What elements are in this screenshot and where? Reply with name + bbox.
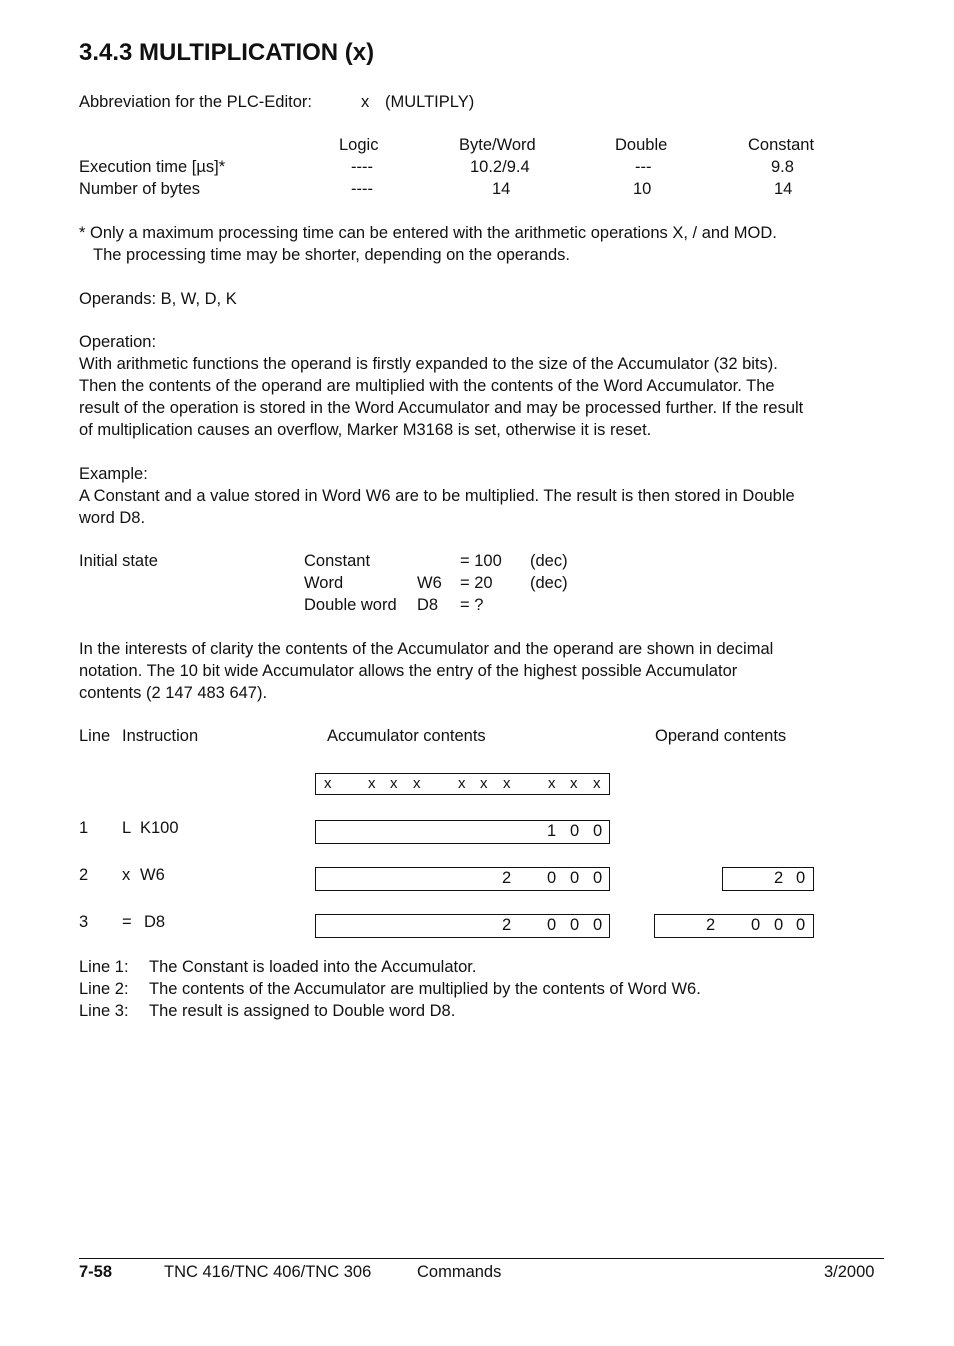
cell-bytes-logic: ---- bbox=[351, 180, 373, 198]
digit-placeholder: x bbox=[390, 775, 398, 792]
program-instruction-op: = bbox=[122, 913, 132, 931]
program-instruction-arg: D8 bbox=[144, 913, 166, 931]
initial-value: = 100 bbox=[460, 552, 502, 570]
explanation-label: Line 3: bbox=[79, 1002, 129, 1020]
section-heading: 3.4.3 MULTIPLICATION (x) bbox=[79, 39, 375, 66]
program-line-number: 1 bbox=[79, 819, 89, 837]
operand-digit: 2 bbox=[706, 916, 716, 934]
digit-placeholder: x bbox=[324, 775, 332, 792]
acc-digit: 2 bbox=[502, 916, 512, 934]
program-instruction-op: L bbox=[122, 819, 132, 837]
program-col-accumulator: Accumulator contents bbox=[327, 727, 486, 745]
initial-value: = 20 bbox=[460, 574, 493, 592]
acc-digit: 0 bbox=[570, 869, 580, 887]
clarity-line: contents (2 147 483 647). bbox=[79, 684, 268, 702]
acc-digit: 2 bbox=[502, 869, 512, 887]
operand-box bbox=[654, 914, 814, 938]
program-col-operand: Operand contents bbox=[655, 727, 787, 745]
footer-section: Commands bbox=[417, 1263, 502, 1281]
abbreviation-name: (MULTIPLY) bbox=[385, 93, 475, 111]
cell-bytes-double: 10 bbox=[633, 180, 652, 198]
footer-page-number: 7-58 bbox=[79, 1263, 113, 1281]
operation-title: Operation: bbox=[79, 333, 157, 351]
col-header-logic: Logic bbox=[339, 136, 379, 154]
clarity-line: notation. The 10 bit wide Accumulator allows the entry of the highest possible Accumulator bbox=[79, 662, 738, 680]
row-label-number-of-bytes: Number of bytes bbox=[79, 180, 201, 198]
explanation-text: The result is assigned to Double word D8. bbox=[149, 1002, 456, 1020]
digit-placeholder: x bbox=[458, 775, 466, 792]
acc-digit: 0 bbox=[570, 822, 580, 840]
explanation-text: The contents of the Accumulator are multiplied by the contents of Word W6. bbox=[149, 980, 701, 998]
program-line-number: 2 bbox=[79, 866, 89, 884]
footer-rule bbox=[79, 1258, 884, 1259]
program-col-instruction: Instruction bbox=[122, 727, 199, 745]
digit-placeholder: x bbox=[413, 775, 421, 792]
cell-bytes-constant: 14 bbox=[774, 180, 793, 198]
initial-operand: W6 bbox=[417, 574, 442, 592]
digit-placeholder: x bbox=[570, 775, 578, 792]
col-header-constant: Constant bbox=[748, 136, 815, 154]
example-line: A Constant and a value stored in Word W6 are to be multiplied. The result is then stored in Double bbox=[79, 487, 795, 505]
abbreviation-symbol: x bbox=[361, 93, 370, 111]
explanation-label: Line 1: bbox=[79, 958, 129, 976]
explanation-label: Line 2: bbox=[79, 980, 129, 998]
acc-digit: 0 bbox=[570, 916, 580, 934]
program-line-number: 3 bbox=[79, 913, 89, 931]
accumulator-box bbox=[315, 820, 610, 844]
operand-box bbox=[722, 867, 814, 891]
explanation-text: The Constant is loaded into the Accumulator. bbox=[149, 958, 477, 976]
acc-digit: 0 bbox=[547, 869, 557, 887]
operands-text: Operands: B, W, D, K bbox=[79, 290, 237, 308]
cell-exec-byte-word: 10.2/9.4 bbox=[470, 158, 530, 176]
digit-placeholder: x bbox=[548, 775, 556, 792]
abbreviation-label: Abbreviation for the PLC-Editor: bbox=[79, 93, 312, 111]
initial-unit: (dec) bbox=[530, 574, 568, 592]
initial-operand: D8 bbox=[417, 596, 439, 614]
acc-digit: 0 bbox=[593, 822, 603, 840]
digit-placeholder: x bbox=[368, 775, 376, 792]
operand-digit: 0 bbox=[774, 916, 784, 934]
program-instruction-op: x bbox=[122, 866, 131, 884]
col-header-double: Double bbox=[615, 136, 668, 154]
digit-placeholder: x bbox=[593, 775, 601, 792]
program-instruction-arg: W6 bbox=[140, 866, 165, 884]
digit-placeholder: x bbox=[480, 775, 488, 792]
initial-type: Constant bbox=[304, 552, 371, 570]
row-label-execution-time: Execution time [µs]* bbox=[79, 158, 226, 176]
acc-digit: 0 bbox=[593, 869, 603, 887]
accumulator-box bbox=[315, 914, 610, 938]
cell-exec-constant: 9.8 bbox=[771, 158, 794, 176]
program-col-line: Line bbox=[79, 727, 111, 745]
footer-model: TNC 416/TNC 406/TNC 306 bbox=[164, 1263, 372, 1281]
operation-line: With arithmetic functions the operand is firstly expanded to the size of the Accumulator (32 bits). bbox=[79, 355, 778, 373]
acc-digit: 0 bbox=[593, 916, 603, 934]
col-header-byte-word: Byte/Word bbox=[459, 136, 536, 154]
footnote-line-2: The processing time may be shorter, depending on the operands. bbox=[93, 246, 570, 264]
operand-digit: 0 bbox=[796, 916, 806, 934]
example-line: word D8. bbox=[79, 509, 146, 527]
accumulator-box bbox=[315, 867, 610, 891]
acc-digit: 0 bbox=[547, 916, 557, 934]
operation-line: of multiplication causes an overflow, Marker M3168 is set, otherwise it is reset. bbox=[79, 421, 652, 439]
operand-digit: 0 bbox=[751, 916, 761, 934]
operand-digit: 2 bbox=[774, 869, 784, 887]
initial-value: = ? bbox=[460, 596, 484, 614]
footnote-line-1: * Only a maximum processing time can be entered with the arithmetic operations X, / and MOD. bbox=[79, 224, 777, 242]
initial-unit: (dec) bbox=[530, 552, 568, 570]
operand-digit: 0 bbox=[796, 869, 806, 887]
operation-line: Then the contents of the operand are multiplied with the contents of the Word Accumulator. The bbox=[79, 377, 775, 395]
acc-digit: 1 bbox=[547, 822, 557, 840]
example-title: Example: bbox=[79, 465, 148, 483]
initial-type: Double word bbox=[304, 596, 397, 614]
clarity-line: In the interests of clarity the contents of the Accumulator and the operand are shown in decimal bbox=[79, 640, 774, 658]
cell-exec-double: --- bbox=[635, 158, 652, 176]
digit-placeholder: x bbox=[503, 775, 511, 792]
cell-exec-logic: ---- bbox=[351, 158, 373, 176]
accumulator-digit-header bbox=[315, 773, 610, 795]
operation-line: result of the operation is stored in the Word Accumulator and may be processed further. If the result bbox=[79, 399, 804, 417]
cell-bytes-byte-word: 14 bbox=[492, 180, 511, 198]
initial-type: Word bbox=[304, 574, 344, 592]
footer-date: 3/2000 bbox=[824, 1263, 875, 1281]
program-instruction-arg: K100 bbox=[140, 819, 179, 837]
initial-state-label: Initial state bbox=[79, 552, 158, 570]
